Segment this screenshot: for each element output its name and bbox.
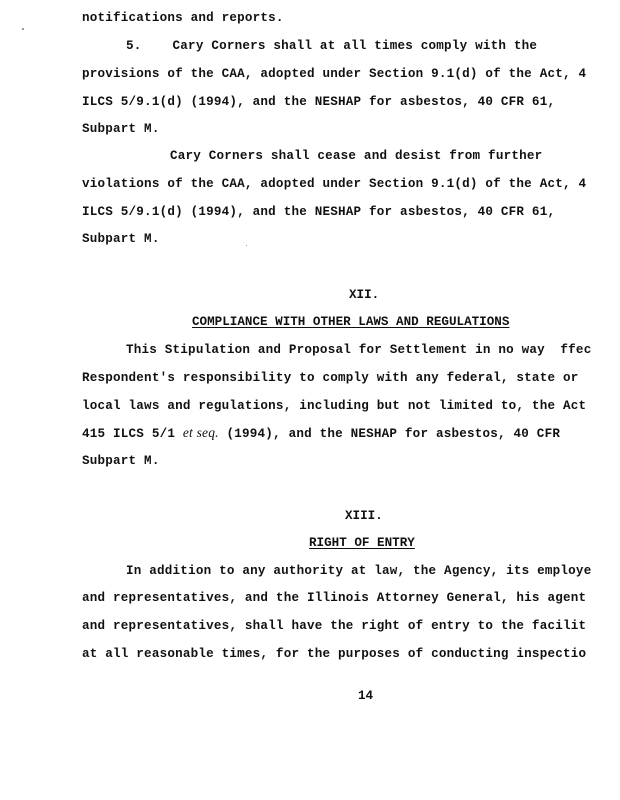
section-12-line-4-post: (1994), and the NESHAP for asbestos, 40 CFR [218, 427, 561, 441]
section-12-line-2: Respondent's responsibility to comply with any federal, state or [82, 371, 579, 385]
section-12-line-4 [82, 425, 560, 442]
section-13-line-2: and representatives, and the Illinois Attorney General, his agent [82, 591, 587, 605]
scan-artifact-dot [22, 28, 24, 30]
body-line-4: ILCS 5/9.1(d) (1994), and the NESHAP for asbestos, 40 CFR 61, [82, 95, 556, 109]
section-13-line-3: and representatives, shall have the right of entry to the facilit [82, 619, 587, 633]
section-12-line-5: Subpart M. [82, 454, 160, 468]
section-13-title: RIGHT OF ENTRY [309, 536, 415, 550]
body-line-2: 5. Cary Corners shall at all times comply with the [126, 39, 538, 53]
body-line-1: notifications and reports. [82, 11, 284, 25]
section-12-line-1: This Stipulation and Proposal for Settlement in no way ffec [126, 343, 592, 357]
body-line-8: ILCS 5/9.1(d) (1994), and the NESHAP for asbestos, 40 CFR 61, [82, 205, 556, 219]
section-13-line-4: at all reasonable times, for the purposes of conducting inspectio [82, 647, 587, 661]
section-13-line-1: In addition to any authority at law, the Agency, its employe [126, 564, 592, 578]
section-12-line-3: local laws and regulations, including but not limited to, the Act [82, 399, 587, 413]
body-line-3: provisions of the CAA, adopted under Section 9.1(d) of the Act, 4 [82, 67, 587, 81]
section-12-line-4-pre: 415 ILCS 5/1 [82, 427, 183, 441]
body-line-7: violations of the CAA, adopted under Section 9.1(d) of the Act, 4 [82, 177, 587, 191]
section-13-number: XIII. [345, 509, 383, 523]
body-line-9: Subpart M. [82, 232, 160, 246]
section-12-title: COMPLIANCE WITH OTHER LAWS AND REGULATIONS [192, 315, 510, 329]
body-line-5: Subpart M. [82, 122, 160, 136]
section-12-number: XII. [349, 288, 380, 302]
et-seq-italic: et seq. [182, 425, 219, 440]
scan-artifact-dot [246, 245, 247, 246]
body-line-6: Cary Corners shall cease and desist from further [170, 149, 543, 163]
page-number: 14 [358, 689, 374, 703]
